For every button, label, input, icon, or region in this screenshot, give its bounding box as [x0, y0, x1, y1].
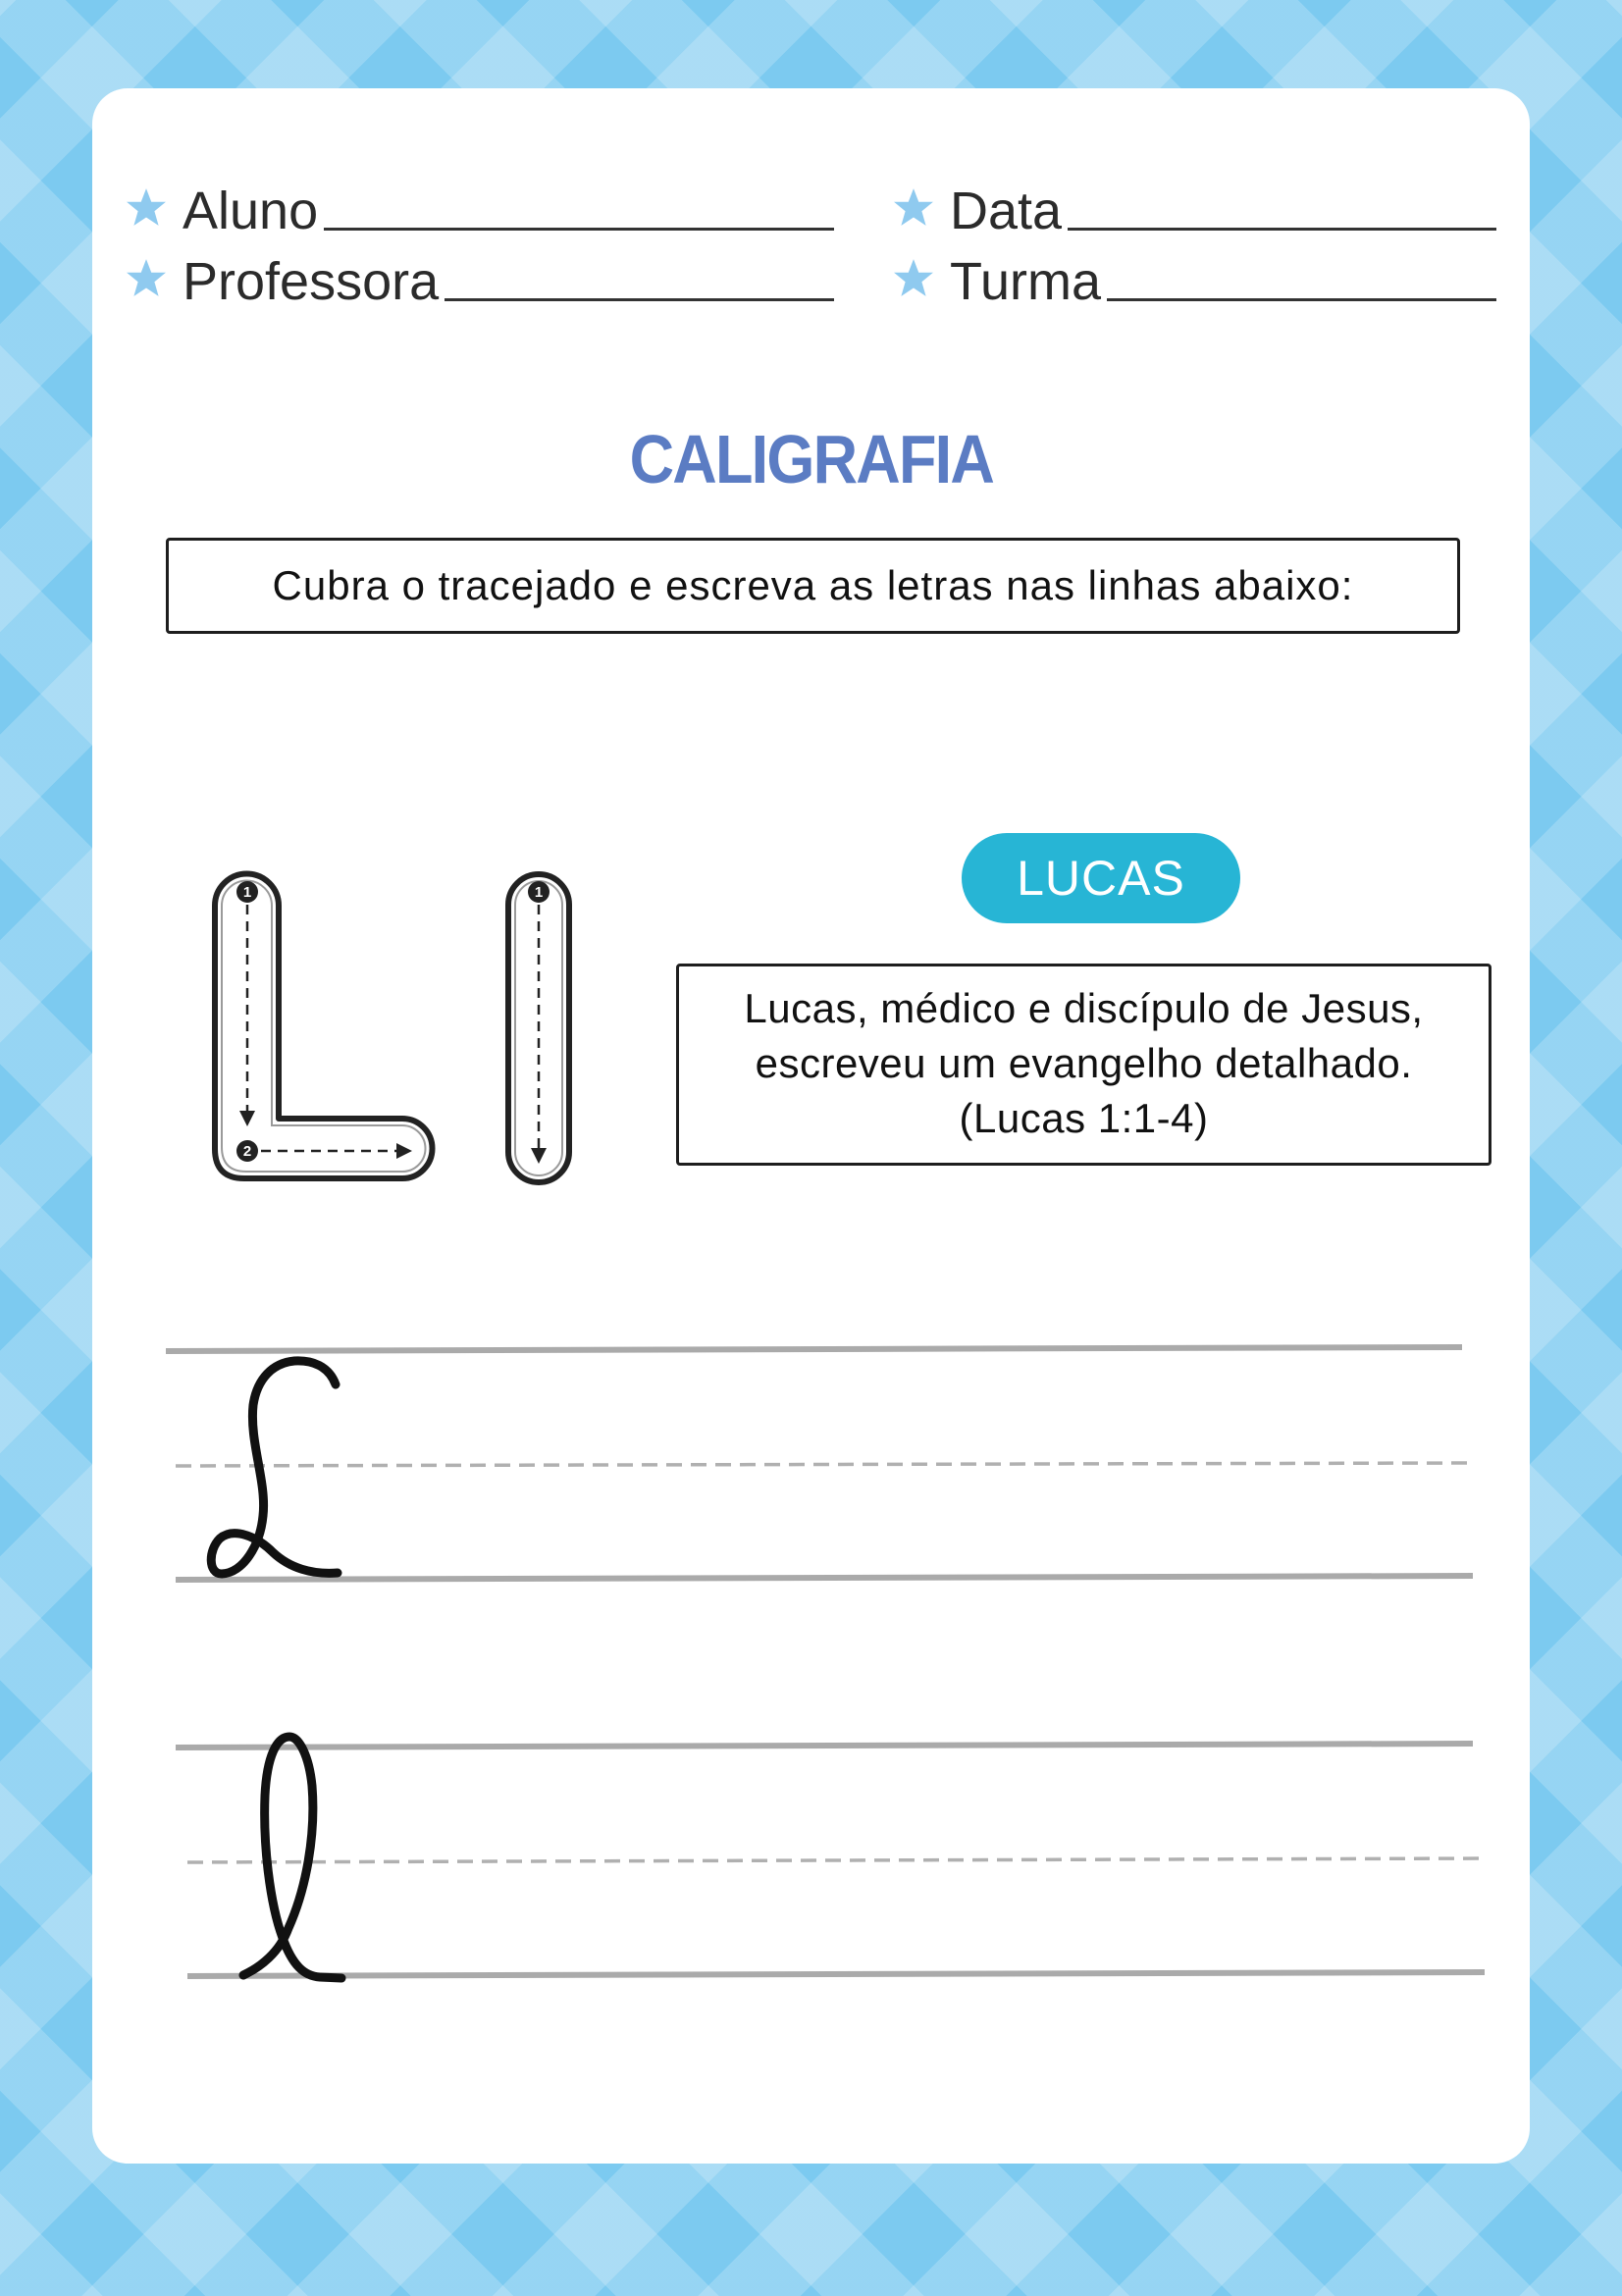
- worksheet-card: [92, 88, 1530, 2164]
- name-badge: [962, 833, 1240, 923]
- field-label-turma: Turma: [950, 252, 1102, 311]
- star-icon: [126, 257, 167, 298]
- field-turma: [893, 245, 1496, 311]
- practice-area: [147, 1334, 1501, 2002]
- guide-line-top: [176, 1744, 1473, 1748]
- step-number: 2: [242, 1143, 252, 1160]
- guide-line-base: [187, 1972, 1485, 1976]
- star-icon: [126, 186, 167, 228]
- step-number: 1: [242, 884, 252, 901]
- field-data: [893, 175, 1496, 240]
- instruction-text: Cubra o tracejado e escreva as letras nas linhas abaixo:: [272, 562, 1354, 608]
- trace-letter-lowercase-l: [508, 874, 569, 1182]
- practice-row-uppercase: [166, 1347, 1473, 1580]
- step-number: 1: [534, 884, 544, 901]
- guide-line-mid-dashed: [187, 1858, 1485, 1862]
- guide-line-top: [166, 1347, 1462, 1351]
- star-icon: [893, 257, 934, 298]
- guide-line-mid-dashed: [176, 1463, 1473, 1466]
- description-line-1: Lucas, médico e discípulo de Jesus,: [744, 985, 1424, 1031]
- field-aluno: [126, 175, 834, 240]
- trace-letter-uppercase-l: [215, 874, 432, 1179]
- tracing-letters: [196, 854, 589, 1197]
- cursive-lowercase-l: [243, 1737, 341, 1978]
- field-label-aluno: Aluno: [183, 182, 319, 240]
- practice-row-lowercase: [176, 1737, 1485, 1978]
- field-line-turma: [1107, 298, 1496, 301]
- description-line-3: (Lucas 1:1-4): [959, 1095, 1209, 1141]
- star-icon: [893, 186, 934, 228]
- title-wrap: [92, 421, 1530, 497]
- page-title: CALIGRAFIA: [629, 421, 993, 497]
- field-line-data: [1068, 228, 1496, 231]
- field-line-professora: [445, 298, 834, 301]
- field-line-aluno: [324, 228, 834, 231]
- field-label-professora: Professora: [183, 252, 440, 311]
- field-professora: [126, 245, 834, 311]
- guide-line-base: [176, 1576, 1473, 1580]
- description-line-2: escreveu um evangelho detalhado.: [755, 1040, 1413, 1086]
- field-label-data: Data: [950, 182, 1063, 240]
- name-badge-label: LUCAS: [1017, 851, 1185, 906]
- instruction-box: [166, 538, 1460, 634]
- description-box: [676, 964, 1491, 1166]
